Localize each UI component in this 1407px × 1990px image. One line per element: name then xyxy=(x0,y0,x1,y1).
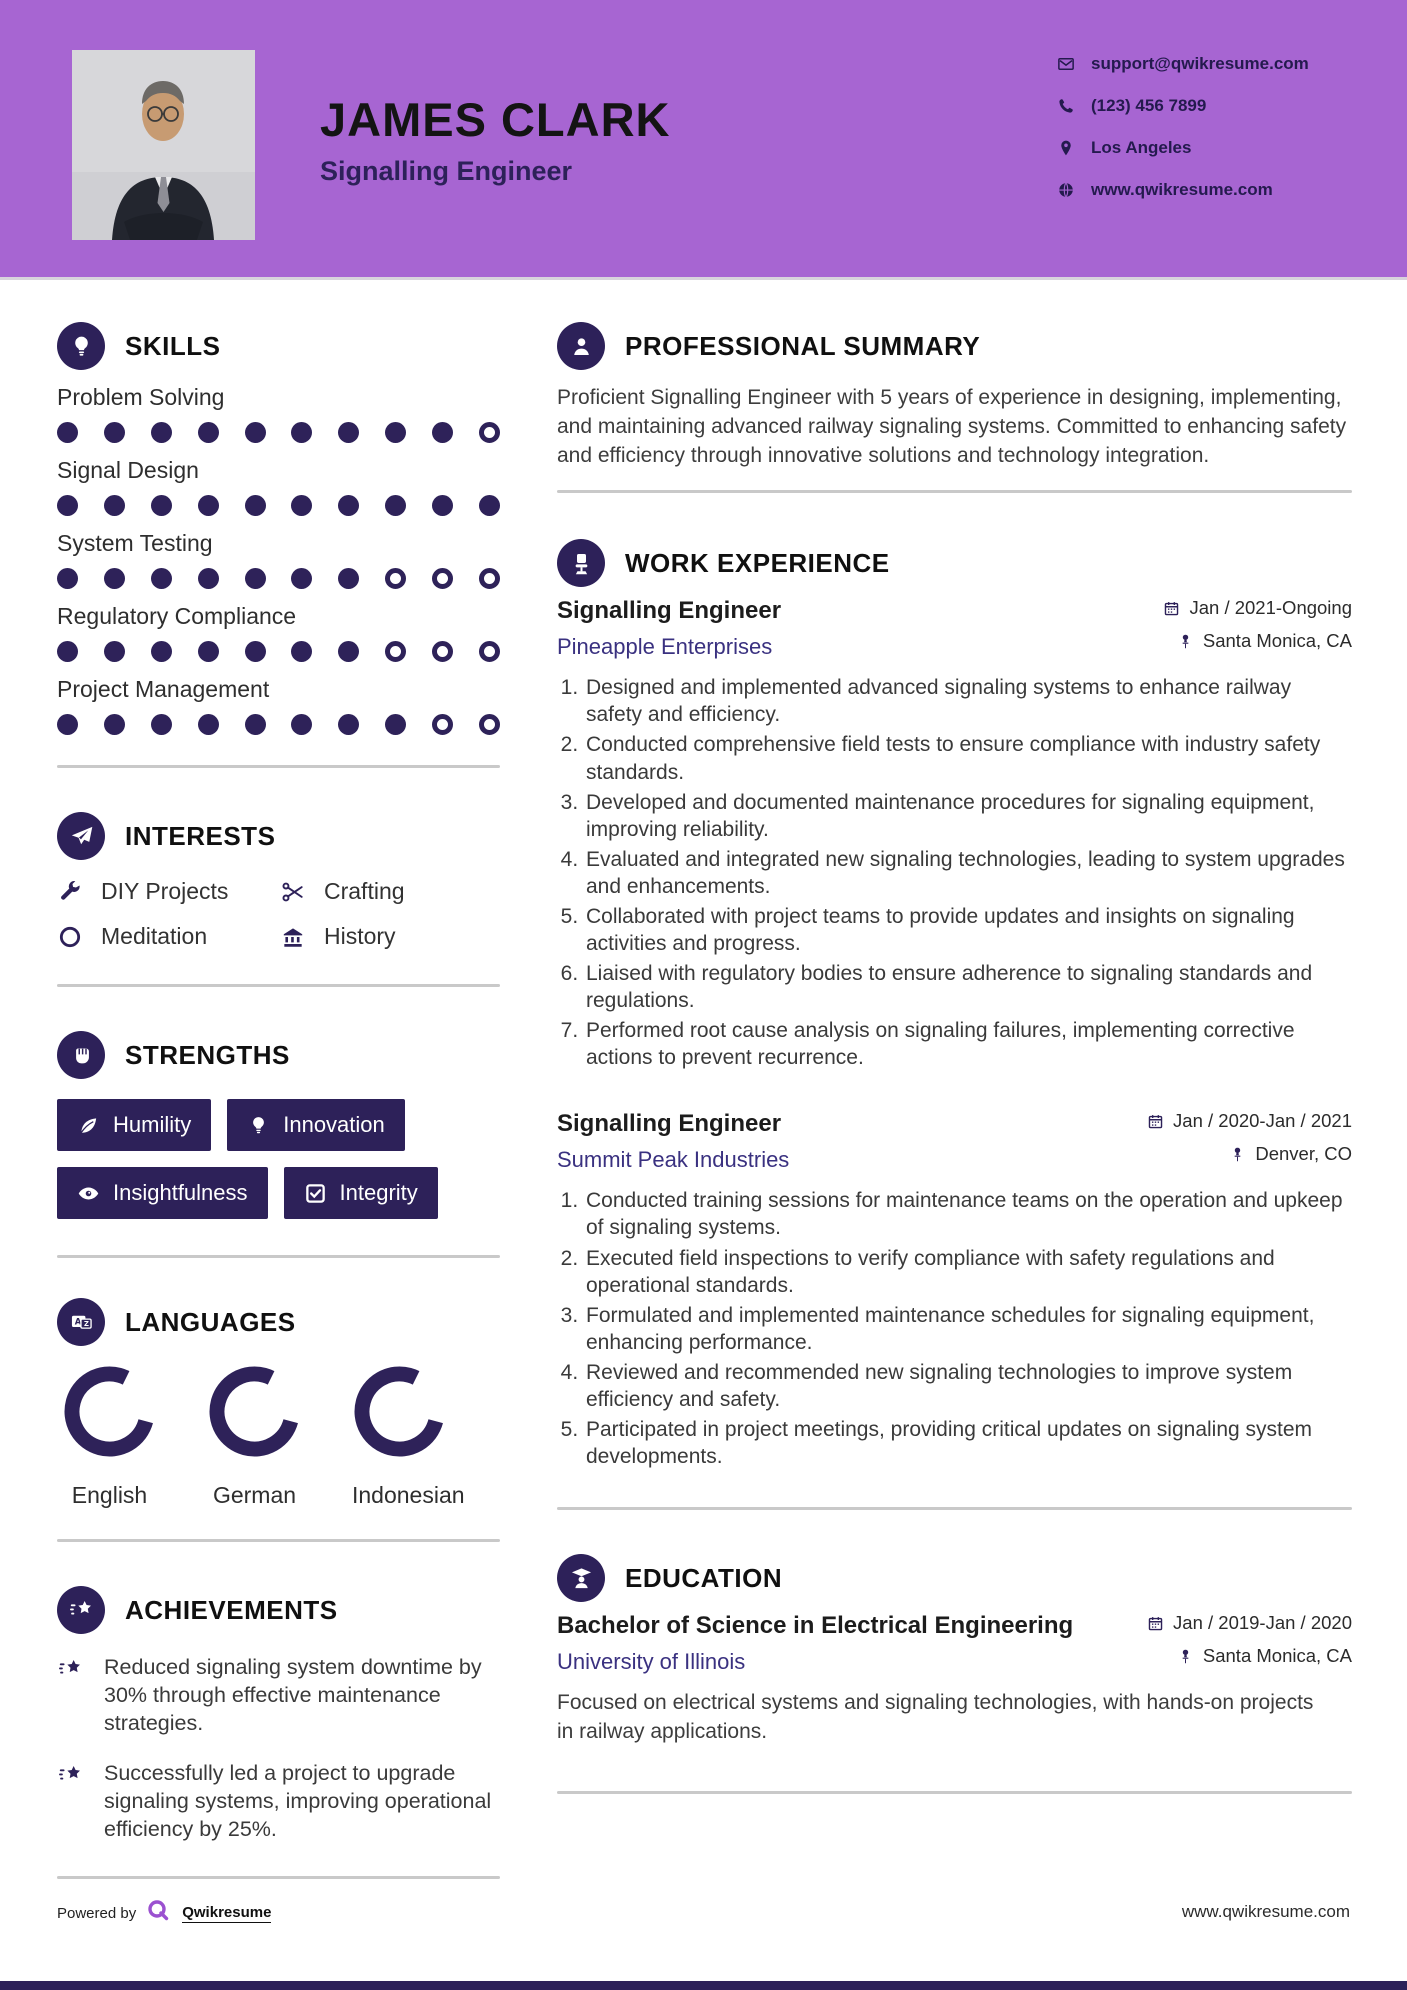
shooting-star-icon xyxy=(57,1586,105,1634)
summary-section-header xyxy=(557,322,1352,370)
languages-list xyxy=(57,1364,500,1509)
skill-dot xyxy=(338,495,359,516)
office-chair-icon xyxy=(557,539,605,587)
pushpin-icon xyxy=(1177,633,1194,650)
skill-name: Project Management xyxy=(57,676,270,702)
skill-dot xyxy=(198,641,219,662)
education-entry xyxy=(557,1612,1352,1747)
achievements-section-header xyxy=(57,1586,500,1634)
skill-dot xyxy=(479,422,500,443)
language-item xyxy=(62,1364,157,1509)
skill-dot xyxy=(198,568,219,589)
job-title: Signalling Engineer xyxy=(557,1110,782,1138)
phone-icon xyxy=(1057,97,1075,115)
skill-dot xyxy=(245,422,266,443)
translate-icon xyxy=(57,1298,105,1346)
skill-dot xyxy=(338,641,359,662)
contact-row[interactable] xyxy=(1057,136,1309,160)
skills-list xyxy=(57,384,500,735)
language-label: Indonesian xyxy=(352,1482,465,1508)
skill-dot xyxy=(198,495,219,516)
education-location xyxy=(1177,1645,1352,1667)
strength-label: Integrity xyxy=(339,1180,418,1205)
skill-dot xyxy=(479,568,500,589)
experience-heading: WORK EXPERIENCE xyxy=(625,547,890,578)
skill-dot xyxy=(104,714,125,735)
lightbulb-icon xyxy=(247,1114,270,1137)
education-heading: EDUCATION xyxy=(625,1562,783,1593)
contact-row[interactable] xyxy=(1057,94,1309,118)
skill-dot xyxy=(151,568,172,589)
interest-label: History xyxy=(324,923,396,949)
achievement-item xyxy=(57,1654,500,1738)
skill-rating xyxy=(57,495,500,516)
skill-dot xyxy=(479,714,500,735)
skill-dot xyxy=(57,422,78,443)
skill-dot xyxy=(291,568,312,589)
strength-badge xyxy=(227,1099,405,1151)
interests-section-header xyxy=(57,812,500,860)
qwikresume-logo-icon[interactable] xyxy=(146,1898,172,1929)
language-level-donut xyxy=(62,1446,157,1463)
wrench-icon xyxy=(57,879,83,905)
strength-badges xyxy=(57,1099,500,1219)
section-divider xyxy=(557,490,1352,493)
location-icon xyxy=(1057,139,1075,157)
right-column xyxy=(557,322,1352,1794)
strength-label: Innovation xyxy=(283,1112,385,1137)
experience-section-header xyxy=(557,539,1352,587)
job-bullet: 1. Conducted training sessions for maintenance teams on the operation and upkeep of signaling systems. xyxy=(584,1187,1352,1241)
skill-dot xyxy=(151,495,172,516)
job-bullet: 3. Formulated and implemented maintenance schedules for signaling equipment, enhancing performance. xyxy=(584,1302,1352,1356)
job-location-text: Santa Monica, CA xyxy=(1202,630,1352,652)
job-bullet: 5. Participated in project meetings, providing critical updates on signaling system developments. xyxy=(584,1416,1352,1470)
skill-dot xyxy=(104,641,125,662)
skills-section-header xyxy=(57,322,500,370)
skill-dot xyxy=(432,641,453,662)
skill-dot xyxy=(385,568,406,589)
interest-label: Crafting xyxy=(324,878,405,904)
section-divider xyxy=(557,1507,1352,1510)
section-divider xyxy=(57,1539,500,1542)
globe-icon xyxy=(1057,181,1075,199)
section-divider xyxy=(57,1255,500,1258)
skill-dot xyxy=(432,568,453,589)
skill-item xyxy=(57,457,500,516)
strength-badge xyxy=(57,1167,268,1219)
skill-dot xyxy=(245,714,266,735)
language-label: German xyxy=(212,1482,297,1508)
interests-list xyxy=(57,878,500,950)
contact-text[interactable]: support@qwikresume.com xyxy=(1091,54,1309,73)
skill-name: Problem Solving xyxy=(57,384,225,410)
job-bullet: 6. Liaised with regulatory bodies to ensure adherence to signaling standards and regulations. xyxy=(584,960,1352,1014)
job-bullet: 1. Designed and implemented advanced signaling systems to enhance railway safety and efficiency. xyxy=(584,674,1352,728)
profile-photo xyxy=(72,50,255,240)
skill-dot xyxy=(432,714,453,735)
shooting-star-icon xyxy=(57,1656,84,1683)
skill-dot xyxy=(385,422,406,443)
language-label: English xyxy=(71,1482,148,1508)
skills-heading: SKILLS xyxy=(125,330,221,361)
fist-icon xyxy=(57,1031,105,1079)
achievement-text: Successfully led a project to upgrade signaling systems, improving operational efficiency by 25%. xyxy=(104,1760,492,1841)
skill-rating xyxy=(57,641,500,662)
interest-item xyxy=(57,878,280,905)
skill-item xyxy=(57,676,500,735)
header-divider xyxy=(0,277,1407,280)
skill-rating xyxy=(57,714,500,735)
eye-icon xyxy=(77,1182,100,1205)
job-dates-text: Jan / 2021-Ongoing xyxy=(1189,597,1352,619)
svg-text:A: A xyxy=(74,1316,81,1327)
section-divider xyxy=(57,984,500,987)
footer-website-link[interactable]: www.qwikresume.com xyxy=(1181,1902,1350,1921)
shooting-star-icon xyxy=(57,1762,84,1789)
skill-dot xyxy=(198,422,219,443)
interest-item xyxy=(280,878,500,905)
strength-label: Insightfulness xyxy=(113,1180,248,1205)
job-location xyxy=(1229,1143,1352,1165)
calendar-icon xyxy=(1147,1113,1164,1130)
skill-dot xyxy=(291,422,312,443)
job-dates xyxy=(1147,1110,1352,1132)
skill-dot xyxy=(338,568,359,589)
interest-item xyxy=(57,923,280,950)
skill-dot xyxy=(104,495,125,516)
strength-badge xyxy=(57,1099,211,1151)
skill-dot xyxy=(151,422,172,443)
school-name: University of Illinois xyxy=(557,1649,746,1675)
powered-by-label: Powered by xyxy=(57,1905,137,1922)
job-entry xyxy=(557,1110,1352,1499)
skill-rating xyxy=(57,568,500,589)
skill-dot xyxy=(151,641,172,662)
language-level-donut xyxy=(207,1446,302,1463)
skill-dot xyxy=(57,568,78,589)
skill-dot xyxy=(245,641,266,662)
languages-section-header xyxy=(57,1298,500,1346)
paper-plane-icon xyxy=(57,812,105,860)
interest-item xyxy=(280,923,500,950)
job-dates xyxy=(1163,597,1352,619)
graduate-icon xyxy=(557,1554,605,1602)
calendar-icon xyxy=(1163,600,1180,617)
skill-dot xyxy=(385,714,406,735)
achievement-text: Reduced signaling system downtime by 30% through effective maintenance strategies. xyxy=(104,1655,482,1735)
interests-heading: INTERESTS xyxy=(125,820,276,851)
job-title: Signalling Engineer xyxy=(557,597,782,625)
section-divider xyxy=(57,1876,500,1879)
education-description: Focused on electrical systems and signaling technologies, with hands-on projects in railway applications. xyxy=(557,1691,1314,1743)
strengths-heading: STRENGTHS xyxy=(125,1039,290,1070)
job-company: Pineapple Enterprises xyxy=(557,634,773,660)
interest-label: Meditation xyxy=(101,923,208,949)
job-bullet: 4. Reviewed and recommended new signaling technologies to improve system efficiency and safety. xyxy=(584,1359,1352,1413)
leaf-icon xyxy=(77,1114,100,1137)
job-bullet: 4. Evaluated and integrated new signaling technologies, leading to system upgrades and enhancements. xyxy=(584,846,1352,900)
section-divider xyxy=(557,1791,1352,1794)
museum-icon xyxy=(280,924,306,950)
header-band xyxy=(0,0,1407,277)
skill-item xyxy=(57,530,500,589)
skill-dot xyxy=(291,714,312,735)
skill-dot xyxy=(57,495,78,516)
skill-name: System Testing xyxy=(57,530,213,556)
skill-item xyxy=(57,603,500,662)
achievement-item xyxy=(57,1760,500,1844)
section-divider xyxy=(57,765,500,768)
scissors-icon xyxy=(280,879,306,905)
skill-item xyxy=(57,384,500,443)
job-bullet: 2. Conducted comprehensive field tests to ensure compliance with industry safety standards. xyxy=(584,731,1352,785)
skill-name: Signal Design xyxy=(57,457,199,483)
contact-row[interactable] xyxy=(1057,52,1309,76)
person-job-title: Signalling Engineer xyxy=(320,156,573,186)
contact-row[interactable] xyxy=(1057,178,1309,202)
skill-name: Regulatory Compliance xyxy=(57,603,297,629)
pushpin-icon xyxy=(1177,1648,1194,1665)
skill-dot xyxy=(104,568,125,589)
pushpin-icon xyxy=(1229,1146,1246,1163)
education-dates xyxy=(1147,1612,1352,1634)
language-item xyxy=(207,1364,302,1509)
person-icon xyxy=(557,322,605,370)
summary-heading: PROFESSIONAL SUMMARY xyxy=(625,330,981,361)
education-dates-text: Jan / 2019-Jan / 2020 xyxy=(1173,1612,1352,1634)
skill-dot xyxy=(338,422,359,443)
checkbox-icon xyxy=(304,1182,327,1205)
jobs-list xyxy=(557,597,1352,1499)
left-column xyxy=(57,322,500,1879)
skill-dot xyxy=(245,495,266,516)
footer-branding xyxy=(57,1898,271,1929)
education-section-header xyxy=(557,1554,1352,1602)
achievements-list xyxy=(57,1654,500,1844)
skill-dot xyxy=(385,641,406,662)
skill-dot xyxy=(479,495,500,516)
job-bullet: 5. Collaborated with project teams to provide updates and insights on signaling activities and progress. xyxy=(584,903,1352,957)
skill-dot xyxy=(57,641,78,662)
skill-dot xyxy=(291,641,312,662)
skill-dot xyxy=(245,568,266,589)
job-bullet: 2. Executed field inspections to verify compliance with safety regulations and operational standards. xyxy=(584,1245,1352,1299)
skill-dot xyxy=(57,714,78,735)
svg-text:Z: Z xyxy=(83,1319,89,1328)
brand-link[interactable]: Qwikresume xyxy=(182,1904,272,1921)
envelope-icon xyxy=(1057,55,1075,73)
lightbulb-icon xyxy=(57,322,105,370)
degree-title: Bachelor of Science in Electrical Engineering xyxy=(557,1612,1074,1640)
skill-dot xyxy=(104,422,125,443)
strengths-section-header xyxy=(57,1031,500,1079)
summary-text: Proficient Signalling Engineer with 5 years of experience in designing, implementing, and maintaining advanced railway signaling systems. Committed to enhancing safety and efficiency through innovative solutions and technology integration. xyxy=(557,386,1347,467)
skill-dot xyxy=(338,714,359,735)
skill-dot xyxy=(385,495,406,516)
contact-text[interactable]: Los Angeles xyxy=(1091,138,1192,157)
job-bullets xyxy=(557,674,1352,1071)
circle-icon xyxy=(57,924,83,950)
job-location xyxy=(1177,630,1352,652)
strength-label: Humility xyxy=(113,1112,192,1137)
skill-dot xyxy=(151,714,172,735)
skill-rating xyxy=(57,422,500,443)
contact-list xyxy=(1057,52,1309,202)
contact-text[interactable]: www.qwikresume.com xyxy=(1091,180,1273,199)
education-location-text: Santa Monica, CA xyxy=(1202,1645,1352,1667)
strength-badge xyxy=(284,1167,438,1219)
job-bullets xyxy=(557,1187,1352,1470)
person-name: JAMES CLARK xyxy=(320,93,671,146)
achievements-heading: ACHIEVEMENTS xyxy=(125,1594,338,1625)
job-company: Summit Peak Industries xyxy=(557,1147,790,1173)
calendar-icon xyxy=(1147,1615,1164,1632)
languages-heading: LANGUAGES xyxy=(125,1306,296,1337)
skill-dot xyxy=(291,495,312,516)
job-entry xyxy=(557,597,1352,1100)
bottom-accent-bar xyxy=(0,1981,1407,1990)
job-bullet: 7. Performed root cause analysis on signaling failures, implementing corrective actions to prevent recurrence. xyxy=(584,1017,1352,1071)
skill-dot xyxy=(432,422,453,443)
job-bullet: 3. Developed and documented maintenance procedures for signaling equipment, improving reliability. xyxy=(584,789,1352,843)
job-location-text: Denver, CO xyxy=(1255,1143,1352,1165)
skill-dot xyxy=(198,714,219,735)
language-level-donut xyxy=(352,1446,447,1463)
contact-text[interactable]: (123) 456 7899 xyxy=(1091,96,1207,115)
skill-dot xyxy=(479,641,500,662)
skill-dot xyxy=(432,495,453,516)
language-item xyxy=(352,1364,465,1509)
job-dates-text: Jan / 2020-Jan / 2021 xyxy=(1173,1110,1352,1132)
interest-label: DIY Projects xyxy=(101,878,229,904)
